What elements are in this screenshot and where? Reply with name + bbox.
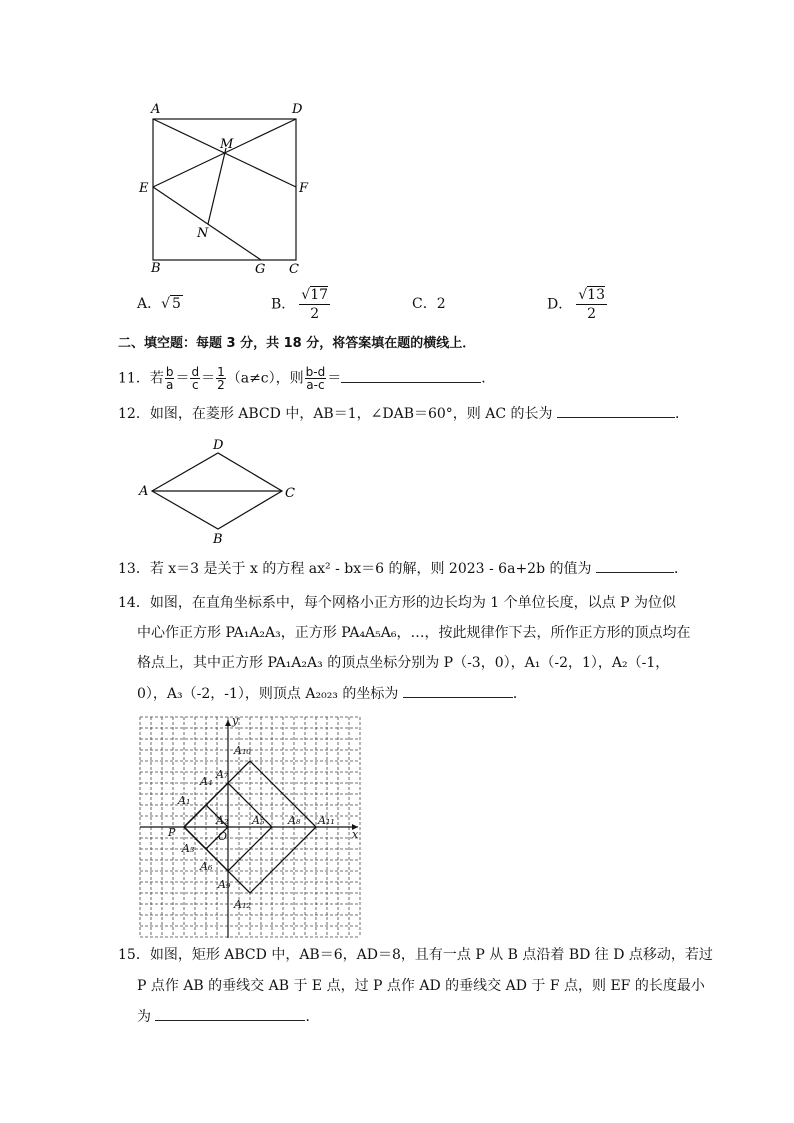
figure-rhombus — [135, 435, 305, 547]
label-f: F — [299, 181, 309, 196]
label-a3: A₃ — [182, 842, 195, 855]
option-b: B． $\frac{√17}{2}$ — [271, 287, 329, 322]
label-a7: A₇ — [216, 768, 229, 781]
label-d: D — [292, 102, 303, 117]
y-label: y — [232, 714, 239, 727]
label-d: D — [213, 438, 224, 453]
label-b: B — [213, 532, 223, 547]
label-a4: A₄ — [200, 775, 213, 788]
question-14-line2: 中心作正方形 PA₁A₂A₃，正方形 PA₄A₅A₆，…，按此规律作下去，所作正方形的顶点均在 — [137, 625, 691, 641]
answer-blank-12[interactable] — [557, 403, 675, 418]
figure-square-emn — [135, 98, 325, 278]
option-d: D． $\frac{√13}{2}$ — [547, 287, 605, 322]
label-b: B — [151, 261, 161, 276]
y-axis-arrow — [225, 720, 231, 726]
label-p: P — [168, 826, 176, 839]
label-a10: A₁₀ — [234, 744, 251, 757]
label-n: N — [197, 226, 209, 241]
question-15-line3: 为 ． — [137, 1006, 319, 1028]
label-a12: A₁₂ — [234, 898, 251, 911]
figure-coordinate-grid — [138, 712, 368, 940]
question-12: 12．如图，在菱形 ABCD 中，AB＝1，∠DAB＝60°，则 AC 的长为 ． — [118, 403, 689, 425]
answer-blank-13[interactable] — [596, 558, 674, 573]
question-15-line1: 15．如图，矩形 ABCD 中，AB＝6，AD＝8，且有一点 P 从 B 点沿着 BD 往 D 点移动，若过 — [118, 947, 713, 963]
label-a1: A₁ — [178, 794, 191, 807]
label-c: C — [289, 262, 299, 277]
section-title: 二、填空题：每题 3 分，共 18 分，将答案填在题的横线上． — [118, 336, 476, 351]
label-a2: A₂ — [216, 814, 229, 827]
label-a5: A₅ — [252, 814, 265, 827]
label-a8: A₈ — [288, 814, 301, 827]
label-c: C — [285, 486, 295, 501]
question-13: 13．若 x＝3 是关于 x 的方程 ax² - bx＝6 的解，则 2023 - 6a+2b 的值为 ． — [118, 558, 688, 580]
label-g: G — [255, 262, 266, 277]
question-15-line2: P 点作 AB 的垂线交 AB 于 E 点，过 P 点作 AD 的垂线交 AD 于 F 点，则 EF 的长度最小 — [137, 978, 705, 994]
label-e: E — [139, 181, 149, 196]
label-a6: A₆ — [200, 860, 213, 873]
label-a: A — [139, 484, 149, 499]
label-a11: A₁₁ — [318, 814, 335, 827]
answer-blank-15[interactable] — [155, 1006, 305, 1021]
option-a: A．√ 5 — [137, 296, 181, 312]
label-origin: O — [218, 830, 228, 843]
x-label: x — [352, 828, 359, 841]
question-14-line4: 0），A₃（-2，-1），则顶点 A₂₀₂₃ 的坐标为 ． — [137, 683, 527, 705]
question-11: 11．若 $\frac{b}{a}$ ＝ $\frac{d}{c}$ ＝ $\frac{1}{2}$ （a≠c），则 $\frac{b-d}{a-c}$ ＝ ． — [118, 365, 496, 392]
label-a: A — [151, 102, 161, 117]
label-m: M — [220, 137, 234, 152]
question-14-line3: 格点上，其中正方形 PA₁A₂A₃ 的顶点坐标分别为 P（-3，0），A₁（-2，1），A₂（-1， — [137, 655, 670, 671]
question-14-line1: 14．如图，在直角坐标系中，每个网格小正方形的边长均为 1 个单位长度，以点 P 为位似 — [118, 595, 676, 611]
label-a9: A₉ — [218, 878, 231, 891]
answer-blank-11[interactable] — [341, 368, 481, 383]
answer-blank-14[interactable] — [403, 683, 513, 698]
line-eg — [153, 187, 261, 260]
option-c: C．2 — [412, 296, 446, 312]
